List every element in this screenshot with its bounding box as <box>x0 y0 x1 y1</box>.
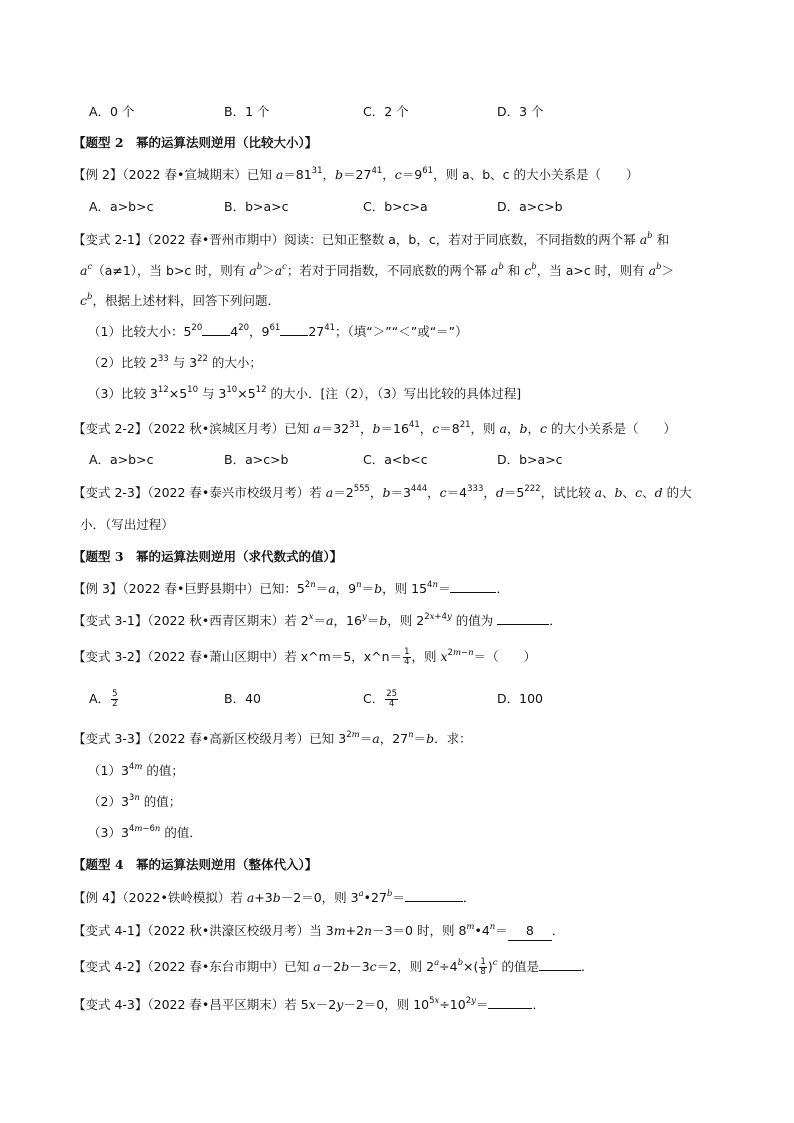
v33-q2: $(2)3^{3n}$ 的值； <box>88 793 182 809</box>
ex4-question: 【例 4】（2022•铁岭模拟）若 a+3b－2＝0，则 $3^a•27^b=$ ． <box>73 889 476 905</box>
v22-question: 【变式 2-2】（2022 秋•滨城区月考）已知 $a=32^{31}$，$b=16^{41}$，$c=8^{21}$，则 a，b，c 的大小关系是（ ） <box>73 420 677 436</box>
v22-option-c: C．a<b<c <box>363 452 428 467</box>
v22-option-a: A．a>b>c <box>89 452 154 467</box>
v21-q2: （2）比较 $2^{33}$ 与 $3^{22}$ 的大小； <box>88 354 262 370</box>
v42-question: 【变式 4-2】（2022 春•东台市期中）已知 a－2b－3c＝2，则 $2^a\div 4^b\times$( $\frac{1}{8}$ )$^c$ 的值是 ． <box>73 957 594 977</box>
v21-line1: 【变式 2-1】（2022 春•晋州市期中）阅读：已知正整数 a，b，c，若对于同底数，不同指数的两个幂 $a^b$ 和 <box>73 231 670 247</box>
type4-title: 【题型 4 幂的运算法则逆用（整体代入）】 <box>73 857 318 872</box>
v31-question: 【变式 3-1】（2022 秋•西青区期末）若 $2^x=a$，$16^y=b$，则 $2^{2x+4y}$ 的值为 ． <box>73 612 562 628</box>
ex2-option-d: D．a>c>b <box>497 199 563 214</box>
v21-line2: $a^c(a\ne 1)$，当 b>c 时，则有 $a^b>a^c$；若对于同指数，不同底数的两个幂 $a^b$ 和 $c^b$，当 a>c 时，则有 $a^b>$ <box>80 262 675 278</box>
v23-line1: 【变式 2-3】（2022 春•泰兴市校级月考）若 $a=2^{555}$，$b=3^{444}$，$c=4^{333}$，$d=5^{222}$，试比较 a、b、c、d 的大 <box>73 484 692 500</box>
v32-fraction: $\frac{1}{4}$ <box>404 647 410 667</box>
ex2-option-b: B．b>a>c <box>224 199 289 214</box>
q1-option-c: C．2 个 <box>363 104 409 119</box>
q1-option-d: D．3 个 <box>497 104 544 119</box>
q1-option-b: B．1 个 <box>224 104 270 119</box>
v41-question: 【变式 4-1】（2022 秋•洪濠区校级月考）当 3m+2n－3＝0 时，则 $8^m•4^n= 8$ ． <box>73 922 564 941</box>
v33-q3: $(3)3^{4m-6n}$ 的值． <box>88 824 202 840</box>
q1-option-a: A．0 个 <box>89 104 135 119</box>
v32-question: 【变式 3-2】（2022 春•萧山区期中）若 x^m＝5，x^n＝ $\frac{1}{4}$ ，则 $x^{2m-n}=$（ ） <box>73 647 537 667</box>
v43-question: 【变式 4-3】（2022 春•昌平区期末）若 5x－2y－2＝0，则 $10^{5x}\div 10^{2y}=$ ． <box>73 996 545 1012</box>
v23-line2: 小．（写出过程） <box>80 517 174 532</box>
ex2-option-c: C．b>c>a <box>363 199 428 214</box>
v32-option-b: B．40 <box>224 691 261 706</box>
v32-option-a: A． $\frac{5}{2}$ <box>89 689 118 709</box>
v21-q1: （1）比较大小：$5^{20}$ $4^{20}$，$9^{61}$ $27^{41}$；（填“＞”“＜”或“＝”） <box>88 323 468 339</box>
v33-q1: $(1)3^{4m}$ 的值； <box>88 762 184 778</box>
ex3-question: 【例 3】（2022 春•巨野县期中）已知：$5^{2n}=a$，$9^n=b$，则 $15^{4n}=$ ． <box>73 580 509 596</box>
v22-option-b: B．a>c>b <box>224 452 289 467</box>
type2-title: 【题型 2 幂的运算法则逆用（比较大小）】 <box>73 135 318 150</box>
type3-title: 【题型 3 幂的运算法则逆用（求代数式的值）】 <box>73 549 343 564</box>
ex2-option-a: A．a>b>c <box>89 199 154 214</box>
v22-option-d: D．b>a>c <box>497 452 563 467</box>
v41-answer: 8 <box>508 922 552 941</box>
v32-option-c: C． $\frac{25}{4}$ <box>363 689 398 709</box>
v33-question: 【变式 3-3】（2022 春•高新区校级月考）已知 $3^{2m}=a$，$27^n=b$．求： <box>73 730 472 746</box>
v32-option-d: D．100 <box>497 691 543 706</box>
v21-q3: （3）比较 $3^{12}\times 5^{10}$ 与 $3^{10}\times 5^{12}$ 的大小．[注（2），（3）写出比较的具体过程] <box>88 385 522 401</box>
ex2-question: 【例 2】（2022 春•宣城期末）已知 $a=81^{31}$，$b=27^{41}$，$c=9^{61}$，则 a、b、c 的大小关系是（ ） <box>73 166 639 182</box>
v21-line3: $c^b$，根据上述材料，回答下列问题． <box>80 292 280 308</box>
